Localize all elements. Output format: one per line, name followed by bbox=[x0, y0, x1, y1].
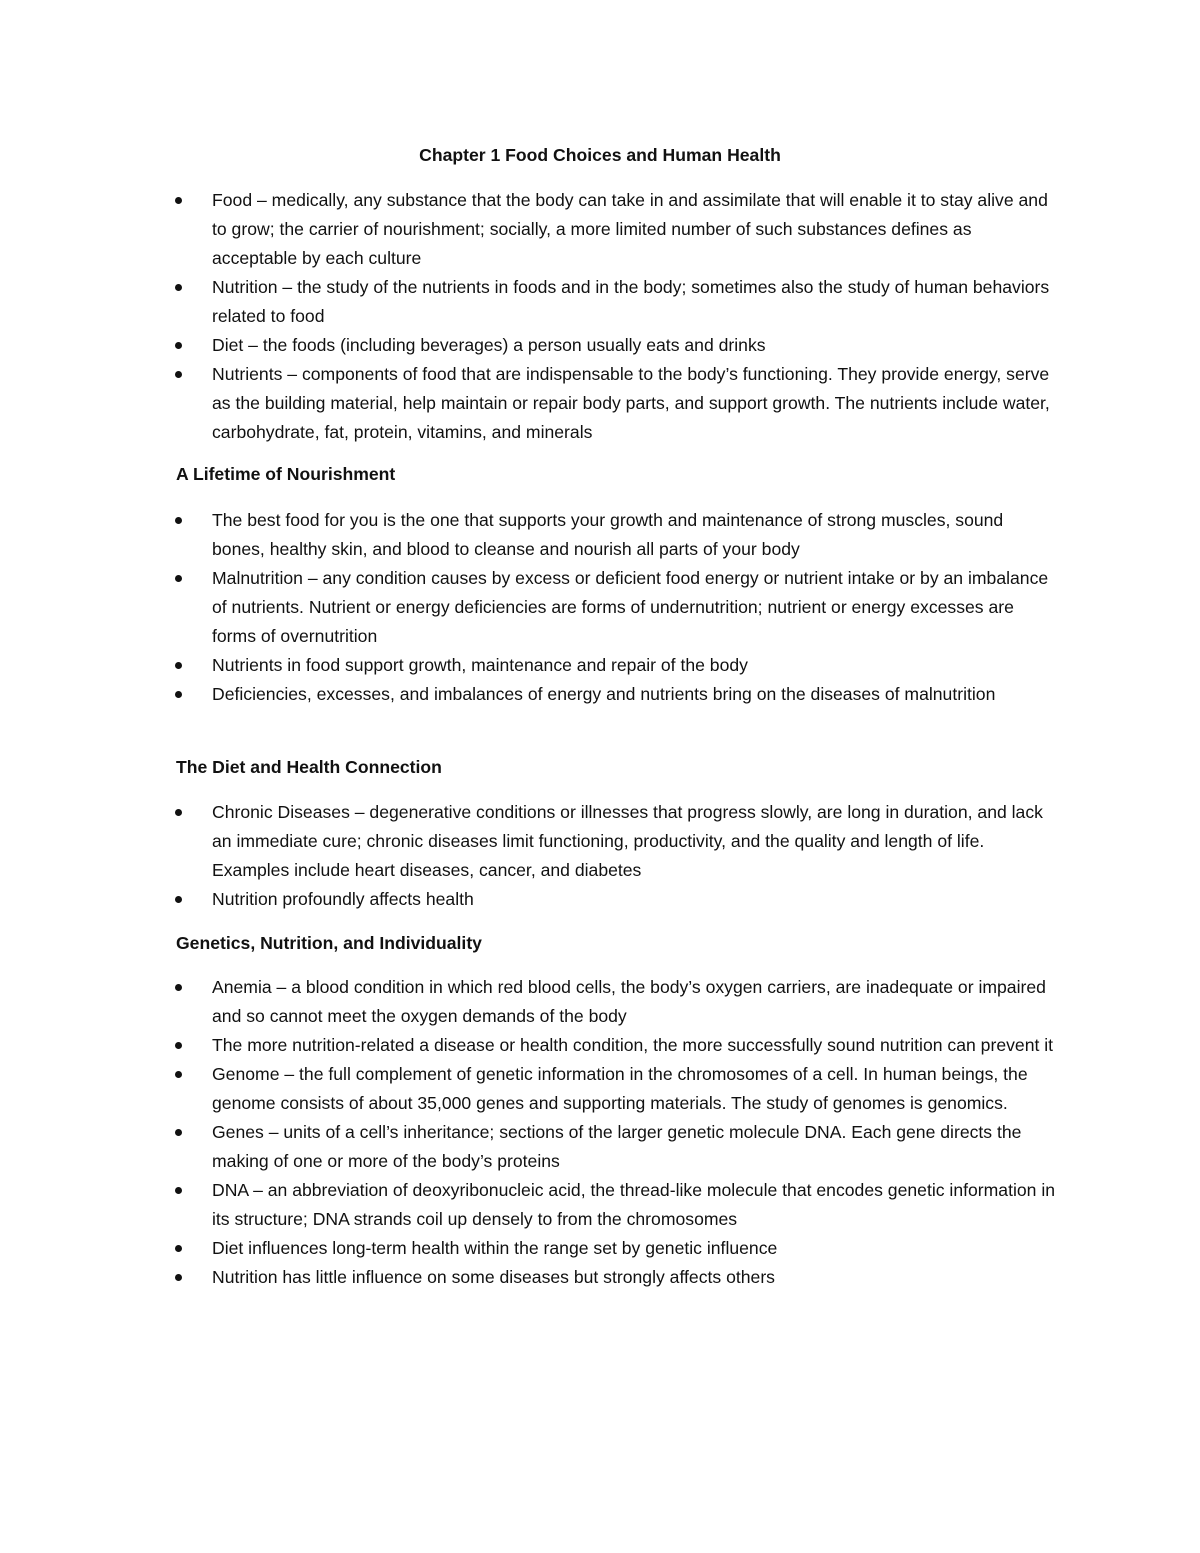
list-item bbox=[0, 186, 1200, 273]
list-item-text: Malnutrition – any condition causes by excess or deficient food energy or nutrient intake or by an imbalance of nutrients. Nutrient or energy deficiencies are forms of undernutrition; nutrient or energy excesses are forms of overnutrition bbox=[212, 568, 1049, 646]
list-item bbox=[0, 1263, 1200, 1292]
list-item bbox=[0, 564, 1200, 651]
bullet-icon bbox=[175, 517, 182, 524]
bullet-icon bbox=[175, 896, 182, 903]
list-item bbox=[0, 273, 1200, 331]
list-item bbox=[0, 1031, 1200, 1060]
bullet-icon bbox=[175, 984, 182, 991]
list-item bbox=[0, 1176, 1200, 1234]
list-item-text: Nutrition has little influence on some diseases but strongly affects others bbox=[212, 1267, 775, 1287]
list-item-text: The more nutrition-related a disease or health condition, the more successfully sound nutrition can prevent it bbox=[212, 1035, 1054, 1055]
list-item-text: Food – medically, any substance that the body can take in and assimilate that will enable it to stay alive and to grow; the carrier of nourishment; socially, a more limited number of such substances defines as acceptable by each culture bbox=[212, 190, 1048, 268]
bullet-icon bbox=[175, 809, 182, 816]
list-item bbox=[0, 651, 1200, 680]
bullet-icon bbox=[175, 691, 182, 698]
bullet-icon bbox=[175, 575, 182, 582]
section-heading-genetics-nutrition: Genetics, Nutrition, and Individuality bbox=[176, 933, 482, 953]
list-item-text: Deficiencies, excesses, and imbalances of energy and nutrients bring on the diseases of malnutrition bbox=[212, 684, 996, 704]
list-item bbox=[0, 360, 1200, 447]
genetics-nutrition-list bbox=[0, 973, 1200, 1292]
list-item-text: Diet influences long-term health within the range set by genetic influence bbox=[212, 1238, 778, 1258]
list-item bbox=[0, 973, 1200, 1031]
bullet-icon bbox=[175, 1129, 182, 1136]
bullet-icon bbox=[175, 1042, 182, 1049]
section-heading-lifetime-of-nourishment: A Lifetime of Nourishment bbox=[176, 464, 396, 484]
bullet-icon bbox=[175, 1245, 182, 1252]
section-heading-diet-and-health: The Diet and Health Connection bbox=[176, 757, 442, 777]
list-item bbox=[0, 885, 1200, 914]
list-item-text: Genes – units of a cell’s inheritance; sections of the larger genetic molecule DNA. Each gene directs the making of one or more of the body’s proteins bbox=[212, 1122, 1022, 1171]
list-item bbox=[0, 1060, 1200, 1118]
list-item-text: Nutrients in food support growth, maintenance and repair of the body bbox=[212, 655, 748, 675]
bullet-icon bbox=[175, 1274, 182, 1281]
bullet-icon bbox=[175, 1187, 182, 1194]
list-item bbox=[0, 798, 1200, 885]
bullet-icon bbox=[175, 662, 182, 669]
bullet-icon bbox=[175, 197, 182, 204]
list-item-text: Nutrients – components of food that are indispensable to the body’s functioning. They provide energy, serve as the building material, help maintain or repair body parts, and support growth. The nutrients include water, carbohydrate, fat, protein, vitamins, and minerals bbox=[212, 364, 1050, 442]
list-item bbox=[0, 1234, 1200, 1263]
list-item-text: Genome – the full complement of genetic information in the chromosomes of a cell. In human beings, the genome consists of about 35,000 genes and supporting materials. The study of genomes is genomics. bbox=[212, 1064, 1028, 1113]
bullet-icon bbox=[175, 342, 182, 349]
lifetime-of-nourishment-list bbox=[0, 506, 1200, 709]
bullet-icon bbox=[175, 284, 182, 291]
list-item bbox=[0, 680, 1200, 709]
list-item-text: DNA – an abbreviation of deoxyribonucleic acid, the thread-like molecule that encodes genetic information in its structure; DNA strands coil up densely to from the chromosomes bbox=[212, 1180, 1056, 1229]
list-item-text: The best food for you is the one that supports your growth and maintenance of strong muscles, sound bones, healthy skin, and blood to cleanse and nourish all parts of your body bbox=[212, 510, 1004, 559]
list-item-text: Anemia – a blood condition in which red blood cells, the body’s oxygen carriers, are inadequate or impaired and so cannot meet the oxygen demands of the body bbox=[212, 977, 1046, 1026]
list-item-text: Nutrition profoundly affects health bbox=[212, 889, 474, 909]
list-item bbox=[0, 331, 1200, 360]
definitions-list bbox=[0, 186, 1200, 447]
list-item-text: Diet – the foods (including beverages) a person usually eats and drinks bbox=[212, 335, 766, 355]
list-item-text: Nutrition – the study of the nutrients in foods and in the body; sometimes also the study of human behaviors related to food bbox=[212, 277, 1050, 326]
bullet-icon bbox=[175, 1071, 182, 1078]
diet-and-health-list bbox=[0, 798, 1200, 914]
list-item bbox=[0, 506, 1200, 564]
list-item bbox=[0, 1118, 1200, 1176]
page-title: Chapter 1 Food Choices and Human Health bbox=[419, 145, 781, 165]
bullet-icon bbox=[175, 371, 182, 378]
list-item-text: Chronic Diseases – degenerative conditions or illnesses that progress slowly, are long in duration, and lack an immediate cure; chronic diseases limit functioning, productivity, and the quality and length of life. Examples include heart diseases, cancer, and diabetes bbox=[212, 802, 1043, 880]
